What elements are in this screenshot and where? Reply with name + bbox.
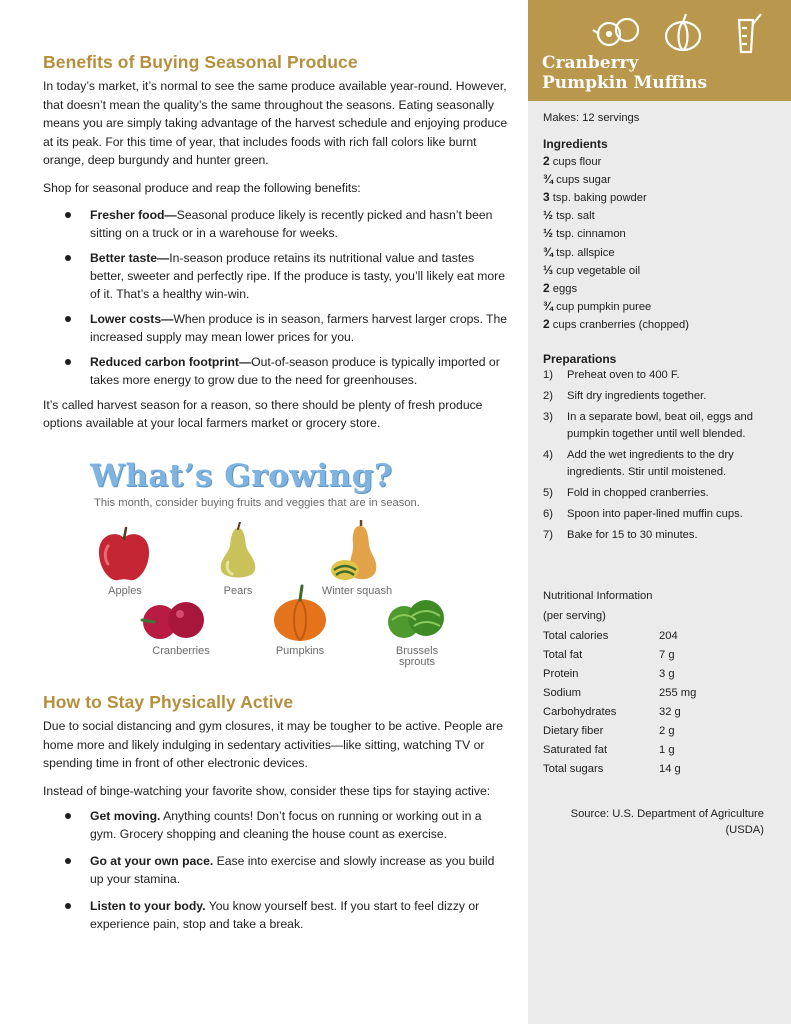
pumpkins-label: Pumpkins: [275, 645, 325, 657]
growing-subtitle: This month, consider buying fruits and veggies that are in season.: [94, 497, 420, 509]
ingredient-qty: 2: [543, 317, 550, 332]
pumpkin-icon: [272, 584, 328, 642]
step-text: Fold in chopped cranberries.: [567, 486, 709, 499]
benefit-term: Fresher food—: [90, 207, 177, 222]
step-number: 4): [543, 448, 553, 461]
nutrition-row: [543, 646, 778, 665]
ingredient-item: [543, 262, 778, 280]
tip-text: Anything counts! Don’t focus on running or working out in a gym. Grocery shopping and cleaning the house count as exercise.: [90, 809, 482, 842]
active-tips-list: [43, 807, 508, 933]
step-text: Sift dry ingredients together.: [567, 389, 707, 402]
benefits-lead: Shop for seasonal produce and reap the following benefits:: [43, 180, 361, 195]
cranberries-icon: [593, 19, 638, 45]
ingredient-name: cups sugar: [556, 173, 611, 186]
preparation-step: [543, 485, 778, 502]
nutrition-row: [543, 665, 778, 684]
recipe-title-line2: Pumpkin Muffins: [542, 73, 708, 93]
cranberries-icon: [140, 598, 210, 642]
bullet-icon: [65, 813, 71, 819]
list-item: [43, 897, 508, 933]
preparation-step: [543, 447, 778, 481]
growing-title: What’s Growing?: [90, 458, 393, 494]
active-section: [43, 692, 508, 940]
ingredient-name: eggs: [552, 282, 578, 295]
ingredient-name: tsp. allspice: [556, 246, 615, 259]
ingredient-name: tsp. salt: [556, 210, 595, 223]
nutrition-row: [543, 760, 778, 779]
ingredient-qty: ½: [543, 208, 554, 223]
benefits-intro: In today’s market, it’s normal to see the same produce available year-round. However, that doesn’t mean the quality’s the same throughout the seasons. Eating seasonally means you are simply taking advantage of the harvest schedule and enjoying produce at its peak. For this time of year, that includes foods with rich fall colors like burnt orange, deep burgundy and hunter green.: [43, 79, 508, 168]
nutrient-name: Sodium: [543, 687, 581, 699]
benefit-term: Better taste—: [90, 250, 170, 265]
nutrient-value: 255 mg: [659, 687, 697, 699]
benefit-text: When produce is in season, farmers harvest larger crops. The increased supply may mean lower prices for you.: [90, 311, 508, 344]
nutrient-name: Total sugars: [543, 763, 604, 775]
ingredient-qty: 2: [543, 280, 550, 295]
tip-term: Listen to your body.: [90, 899, 206, 914]
whats-growing-graphic: [90, 458, 460, 678]
nutrient-value: 7 g: [659, 649, 675, 661]
bullet-icon: [65, 858, 71, 864]
nutrition-table: [543, 627, 778, 779]
tip-text: You know yourself best. If you start to feel dizzy or experience pain, stop and take a break.: [90, 899, 480, 932]
nutrition-row: [543, 722, 778, 741]
ingredient-item: [543, 225, 778, 243]
nutrient-name: Saturated fat: [543, 744, 608, 756]
list-item: [43, 353, 508, 389]
preparations-heading: Preparations: [543, 351, 617, 366]
brussels-sprouts-icon: [386, 596, 448, 642]
ingredient-qty: 3: [543, 189, 550, 204]
nutrient-value: 1 g: [659, 744, 675, 756]
active-intro: Due to social distancing and gym closures, it may be tougher to be active. People are home more and likely indulging in sedentary activities—like sitting, watching TV or spending time in front of other electronic devices.: [43, 719, 503, 771]
pears-label: Pears: [223, 585, 253, 597]
benefits-heading: Benefits of Buying Seasonal Produce: [43, 52, 358, 72]
list-item: [43, 807, 508, 843]
list-item: [43, 249, 508, 303]
ingredient-qty: ¾: [543, 244, 554, 259]
tip-text: Ease into exercise and slowly increase as you build up your stamina.: [90, 854, 495, 887]
ingredient-name: cups cranberries (chopped): [552, 319, 689, 332]
pumpkin-icon: [666, 14, 700, 50]
source-note: Source: U.S. Department of Agriculture (USDA): [570, 808, 764, 836]
bullet-icon: [65, 212, 71, 218]
nutrient-name: Total fat: [543, 649, 583, 661]
tip-term: Get moving.: [90, 809, 161, 824]
ingredient-qty: 2: [543, 153, 550, 168]
brussels-sprouts-label: Brussels sprouts: [395, 645, 439, 668]
tip-term: Go at your own pace.: [90, 854, 214, 869]
step-number: 6): [543, 507, 553, 520]
nutrition-row: [543, 627, 778, 646]
bullet-icon: [65, 903, 71, 909]
nutrient-value: 2 g: [659, 725, 675, 737]
pear-icon: [216, 522, 260, 584]
ingredient-item: [543, 280, 778, 298]
ingredient-item: [543, 298, 778, 316]
nutrition-subheading: (per serving): [543, 610, 606, 622]
step-text: Bake for 15 to 30 minutes.: [567, 528, 698, 541]
bullet-icon: [65, 359, 71, 365]
preparation-step: [543, 367, 778, 384]
preparation-step: [543, 506, 778, 523]
benefit-term: Reduced carbon footprint—: [90, 354, 252, 369]
ingredient-qty: ¾: [543, 299, 554, 314]
ingredient-item: [543, 171, 778, 189]
nutrient-name: Total calories: [543, 630, 609, 642]
step-number: 3): [543, 410, 553, 423]
recipe-sidebar: [528, 0, 791, 1024]
nutrition-row: [543, 703, 778, 722]
ingredient-item: [543, 316, 778, 334]
ingredient-qty: ½: [543, 226, 554, 241]
preparations-list: [543, 367, 778, 544]
list-item: [43, 310, 508, 346]
step-text: In a separate bowl, beat oil, eggs and pumpkin together until well blended.: [567, 410, 753, 440]
ingredients-list: [543, 153, 778, 335]
apple-icon: [94, 526, 154, 584]
recipe-makes: Makes: 12 servings: [543, 112, 640, 124]
bullet-icon: [65, 316, 71, 322]
benefit-term: Lower costs—: [90, 311, 174, 326]
ingredient-name: tsp. cinnamon: [556, 228, 626, 241]
recipe-title: [542, 53, 707, 93]
benefit-text: Out-of-season produce is typically imported or takes more energy to grow due to the need for greenhouses.: [90, 354, 500, 387]
recipe-banner: [528, 0, 791, 101]
nutrient-value: 32 g: [659, 706, 681, 718]
step-text: Preheat oven to 400 F.: [567, 368, 680, 381]
ingredient-qty: ¾: [543, 171, 554, 186]
ingredient-item: [543, 153, 778, 171]
step-number: 2): [543, 389, 553, 402]
step-number: 7): [543, 528, 553, 541]
active-heading: How to Stay Physically Active: [43, 692, 294, 712]
ingredient-name: cups flour: [552, 155, 602, 168]
step-number: 1): [543, 368, 553, 381]
step-number: 5): [543, 486, 553, 499]
cranberries-label: Cranberries: [152, 645, 210, 657]
nutrition-panel: [543, 586, 778, 779]
step-text: Spoon into paper-lined muffin cups.: [567, 507, 743, 520]
recipe-icons: [583, 10, 783, 54]
preparation-step: [543, 527, 778, 544]
ingredient-item: [543, 189, 778, 207]
benefits-list: [43, 206, 508, 389]
list-item: [43, 206, 508, 242]
winter-squash-label: Winter squash: [321, 585, 393, 597]
ingredient-name: cup pumpkin puree: [556, 301, 652, 314]
benefit-text: Seasonal produce likely is recently picked and hasn’t been sitting on a truck or in a warehouse for weeks.: [90, 207, 493, 240]
benefits-closing: It’s called harvest season for a reason, so there should be plenty of fresh produce options available at your local farmers market or grocery store.: [43, 397, 483, 431]
apples-label: Apples: [108, 585, 142, 597]
measuring-cup-icon: [739, 14, 761, 52]
recipe-title-line1: Cranberry: [542, 53, 639, 73]
nutrient-name: Protein: [543, 668, 579, 680]
bullet-icon: [65, 255, 71, 261]
winter-squash-icon: [328, 520, 380, 584]
ingredient-item: [543, 207, 778, 225]
preparation-step: [543, 409, 778, 443]
benefit-text: In-season produce retains its nutritional value and tastes better, sweeter and perfectly ripe. If the produce is tasty, you’ll likely eat more of it. That’s a healthy win-win.: [90, 250, 506, 301]
ingredient-name: tsp. baking powder: [552, 191, 647, 204]
ingredients-heading: Ingredients: [543, 136, 608, 151]
nutrient-value: 3 g: [659, 668, 675, 680]
list-item: [43, 852, 508, 888]
recipe-body: [543, 110, 778, 548]
main-column: [43, 52, 508, 442]
ingredient-qty: ⅓: [543, 262, 554, 277]
preparation-step: [543, 388, 778, 405]
ingredient-item: [543, 244, 778, 262]
nutrient-value: 14 g: [659, 763, 681, 775]
active-lead: Instead of binge-watching your favorite show, consider these tips for staying active:: [43, 783, 491, 798]
nutrition-heading: Nutritional Information: [543, 590, 653, 602]
ingredient-name: cup vegetable oil: [556, 264, 641, 277]
nutrition-row: [543, 684, 778, 703]
step-text: Add the wet ingredients to the dry ingredients. Stir until moistened.: [567, 448, 734, 478]
nutrition-row: [543, 741, 778, 760]
nutrient-value: 204: [659, 630, 678, 642]
nutrient-name: Dietary fiber: [543, 725, 604, 737]
nutrient-name: Carbohydrates: [543, 706, 617, 718]
